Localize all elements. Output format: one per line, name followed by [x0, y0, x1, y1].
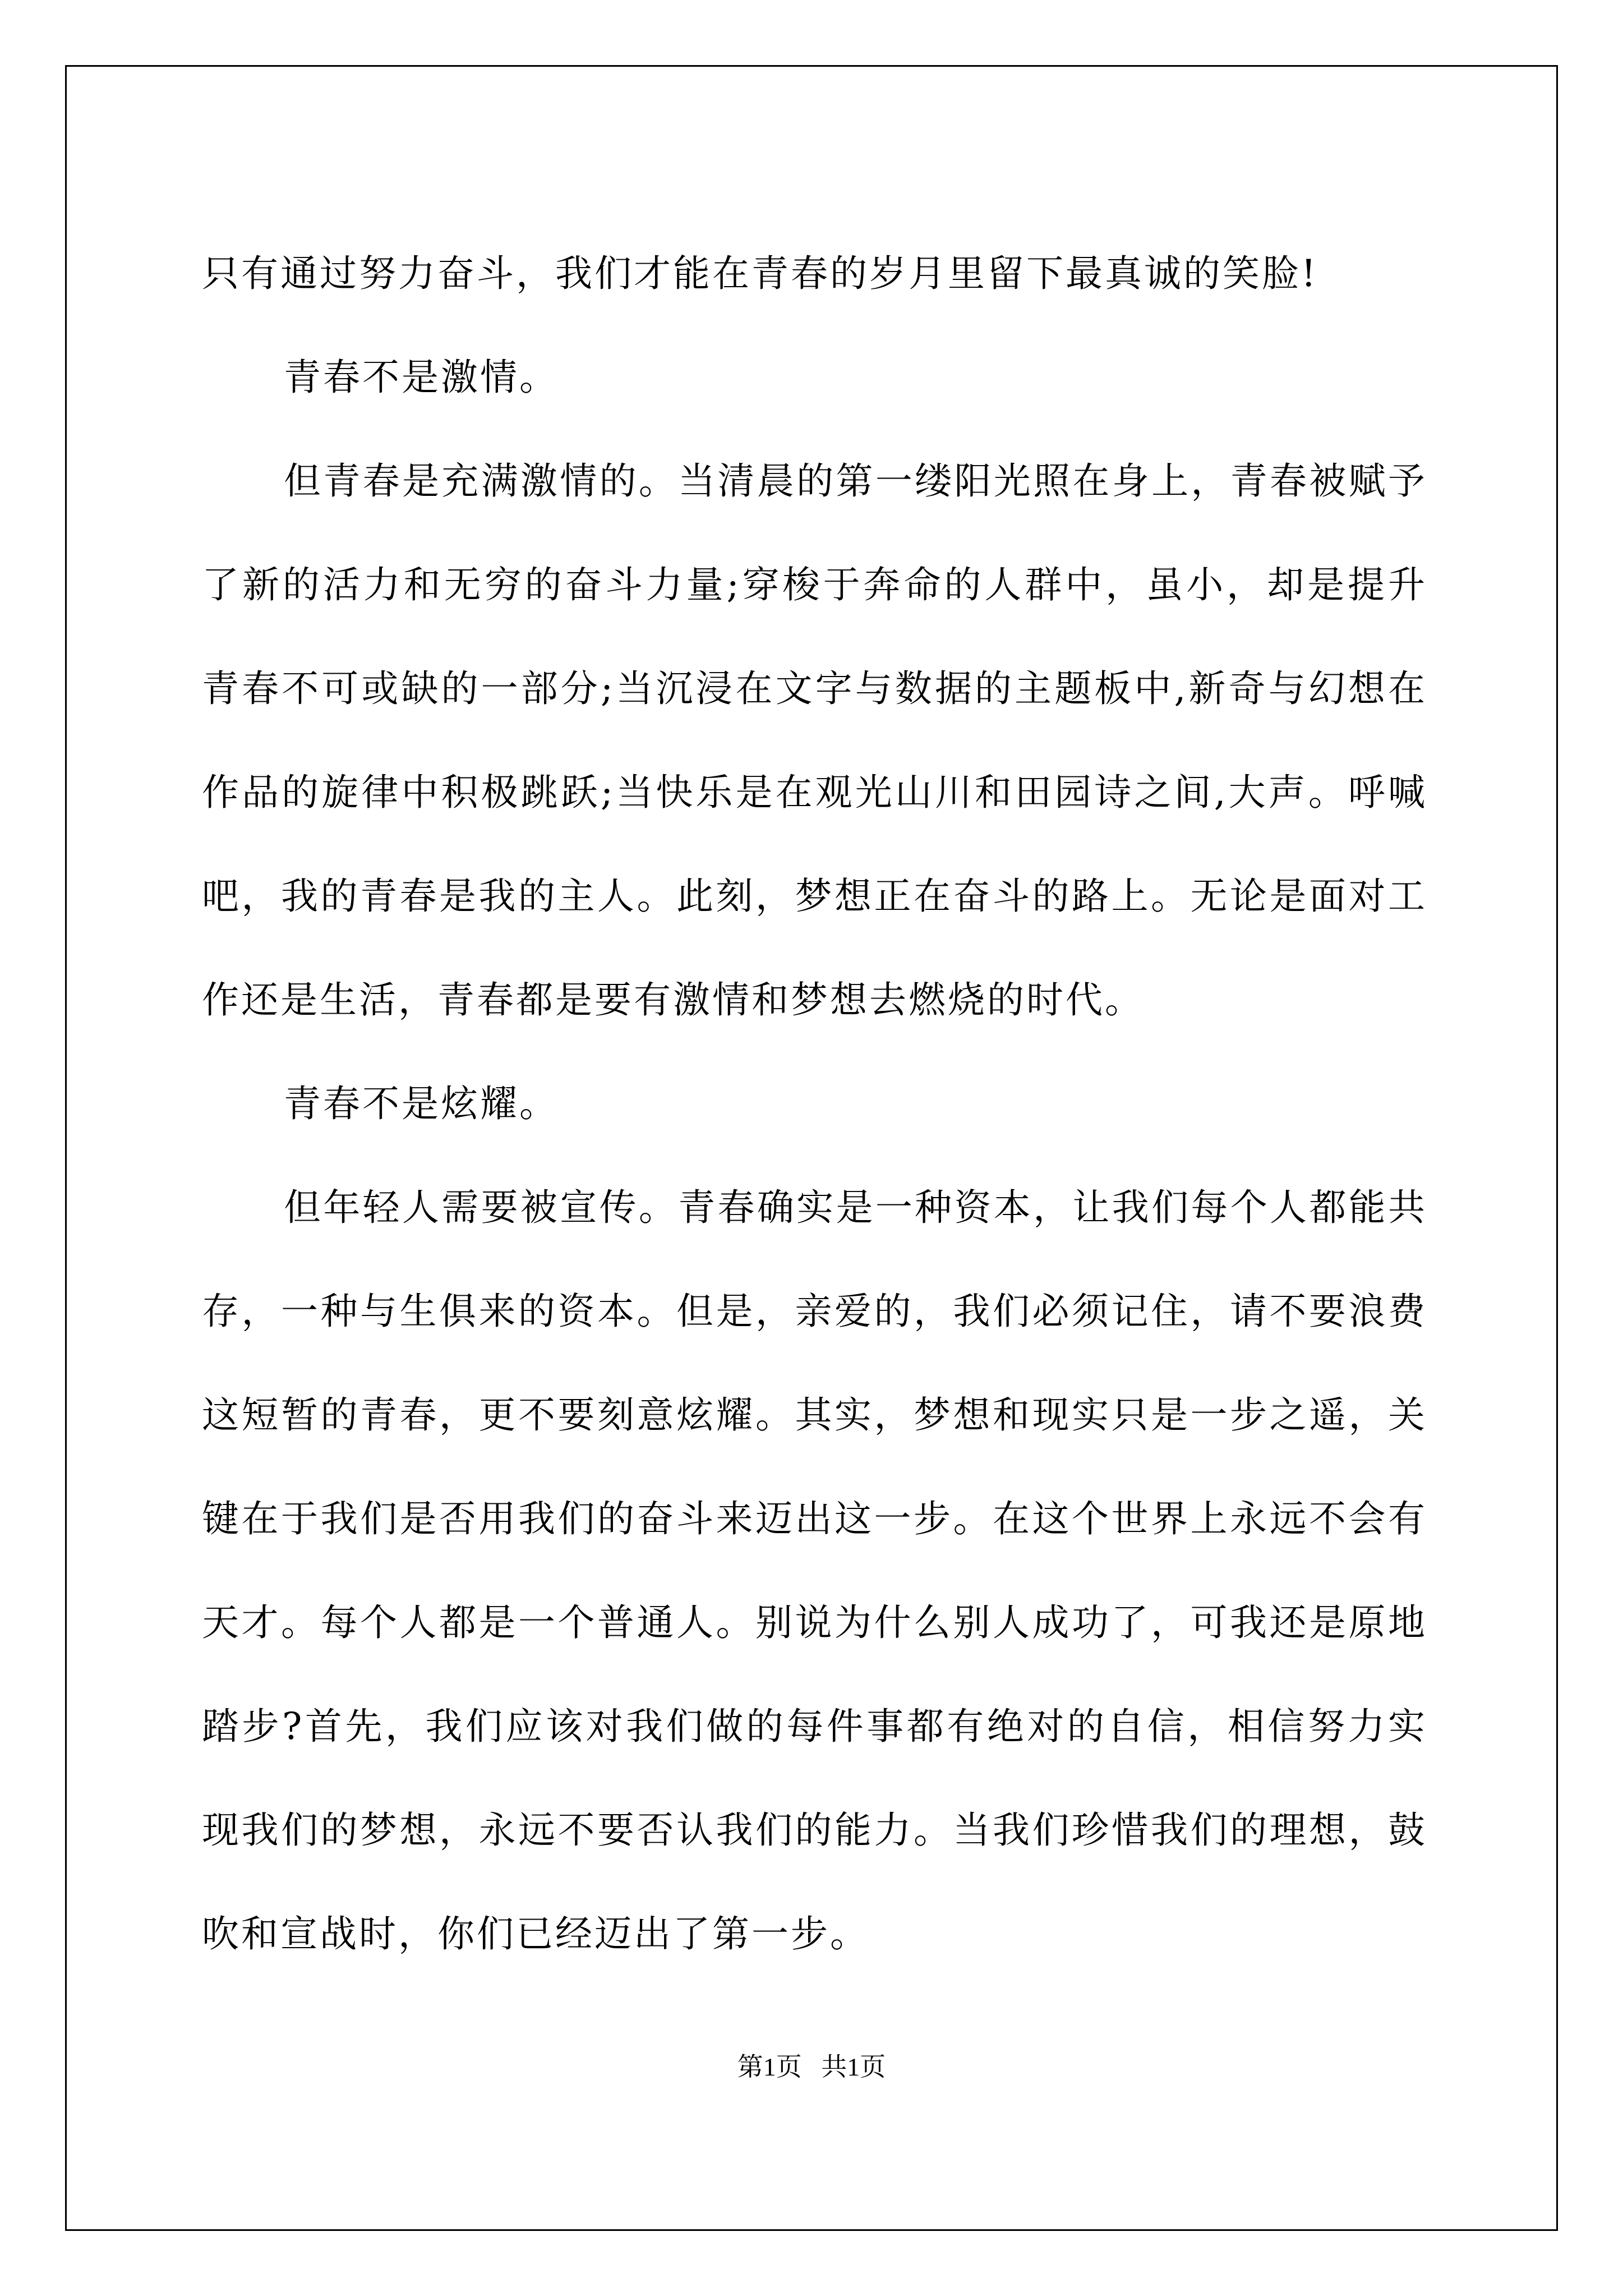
paragraph-2: 青春不是激情。 [284, 356, 559, 399]
paragraph-1: 只有通过努力奋斗，我们才能在青春的岁月里留下最真诚的笑脸! [202, 252, 1318, 295]
page-footer: 第1页 共1页 [737, 2053, 886, 2081]
document-body [202, 222, 1427, 1986]
paragraph-3: 但青春是充满激情的。当清晨的第一缕阳光照在身上，青春被赋予了新的活力和无穷的奋斗力量;穿梭于奔命的人群中，虽小，却是提升青春不可或缺的一部分;当沉浸在文字与数据的主题板中,新奇与幻想在作品的旋律中积极跳跃;当快乐是在观光山川和田园诗之间,大声。呼喊吧，我的青春是我的主人。此刻，梦想正在奋斗的路上。无论是面对工作还是生活，青春都是要有激情和梦想去燃烧的时代。 [202, 459, 1427, 1022]
paragraph-4: 青春不是炫耀。 [284, 1082, 559, 1125]
paragraph-5: 但年轻人需要被宣传。青春确实是一种资本，让我们每个人都能共存，一种与生俱来的资本。但是，亲爱的，我们必须记住，请不要浪费这短暂的青春，更不要刻意炫耀。其实，梦想和现实只是一步之遥，关键在于我们是否用我们的奋斗来迈出这一步。在这个世界上永远不会有天才。每个人都是一个普通人。别说为什么别人成功了，可我还是原地踏步?首先，我们应该对我们做的每件事都有绝对的自信，相信努力实现我们的梦想，永远不要否认我们的能力。当我们珍惜我们的理想，鼓吹和宣战时，你们已经迈出了第一步。 [202, 1186, 1427, 1955]
